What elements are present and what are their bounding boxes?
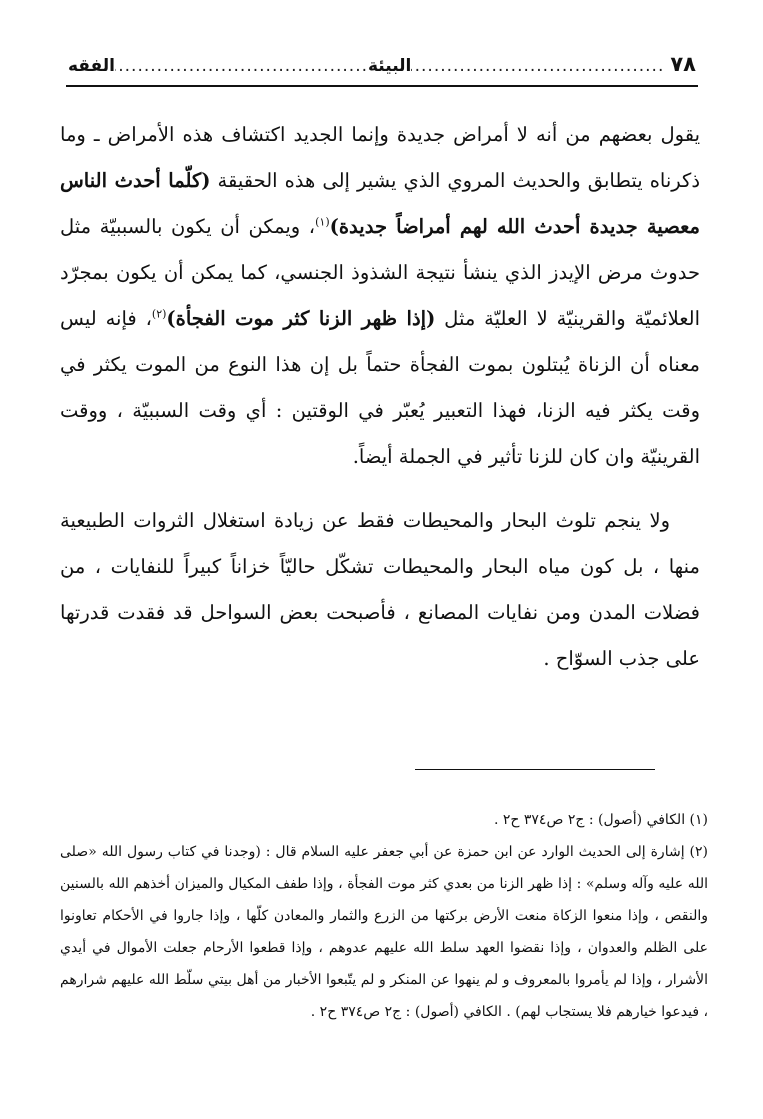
page-number: ٧٨ <box>670 52 696 76</box>
header-leader-dots <box>411 56 664 76</box>
running-header <box>68 52 696 86</box>
header-rule <box>66 85 698 87</box>
main-text <box>60 112 700 682</box>
footnote-ref-1[interactable]: (١) <box>315 215 330 229</box>
paragraph-1-text-b: ، ويمكن أن يكون بالسببيّة مثل حدوث مرض الإيدز الذي ينشأ نتيجة الشذوذ الجنسي، كما يمكن أن يكون بمجرّد العلائميّة والقرينيّة لا العليّة مثل <box>60 215 700 330</box>
footnotes <box>60 804 708 1028</box>
paragraph-2: ولا ينجم تلوث البحار والمحيطات فقط عن زيادة استغلال الثروات الطبيعية منها ، بل كون مياه البحار والمحيطات تشكّل حاليّاً خزاناً كبيراً للنفايات ، من فضلات المدن ومن نفايات المصانع ، فأصبحت بعض السواحل قد فقدت قدرتها على جذب السوّاح . <box>60 509 700 670</box>
footnote-separator <box>415 769 655 770</box>
hadith-quote-2: (إذا ظهر الزنا كثر موت الفجأة) <box>166 307 436 330</box>
footnote-2: (٢) إشارة إلى الحديث الوارد عن ابن حمزة عن أبي جعفر عليه السلام قال : (وجدنا في كتاب رسول الله «صلى الله عليه وآله وسلم» : إذا ظهر الزنا من بعدي كثر موت الفجأة ، وإذا طفف المكيال والميزان أخذهم الله بالسنين والنقص ، وإذا منعوا الزكاة منعت الأرض بركتها من الزرع والثمار والمعادن كلّها ، وإذا جاروا في الأحكام تعاونوا على الظلم والعدوان ، وإذا نقضوا العهد سلط الله عليهم عدوهم ، وإذا قطعوا الأرحام جعلت الأموال في أيدي الأشرار ، وإذا لم يأمروا بالمعروف و لم ينهوا عن المنكر و لم يتّبعوا الأخبار من أهل بيتي سلّط الله عليهم شرارهم ، فيدعوا خيارهم فلا يستجاب لهم) . الكافي (أصول) : ج٢ ص٣٧٤ ح٢ . <box>60 844 708 1020</box>
footnote-ref-2[interactable]: (٢) <box>151 307 167 321</box>
paragraph-1-text-c: ، فإنه ليس معناه أن الزناة يُبتلون بموت الفجأة حتماً بل إن هذا النوع من الموت يكثر في وقت يكثر فيه الزنا، فهذا التعبير يُعبّر في الوقتين : أي وقت السببيّة ، ووقت القرينيّة وان كان للزنا تأثير في الجملة أيضاً. <box>60 307 700 468</box>
hadith-quote-1: (كلّما أحدث الناس معصية جديدة أحدث الله لهم أمراضاً جديدة) <box>60 169 700 238</box>
header-book-title: الفقه <box>67 56 115 76</box>
footnote-1: (١) الكافي (أصول) : ج٢ ص٣٧٤ ح٢ . <box>493 812 708 828</box>
paragraph-gap <box>60 480 700 498</box>
paragraph-1 <box>60 112 700 480</box>
paragraph-1-text-a: يقول بعضهم من أنه لا أمراض جديدة وإنما الجديد اكتشاف هذه الأمراض ـ وما ذكرناه يتطابق والحديث المروي الذي يشير إلى هذه الحقيقة <box>60 123 701 192</box>
header-section-title: البيئة <box>368 56 412 76</box>
header-leader-dots <box>115 56 368 76</box>
